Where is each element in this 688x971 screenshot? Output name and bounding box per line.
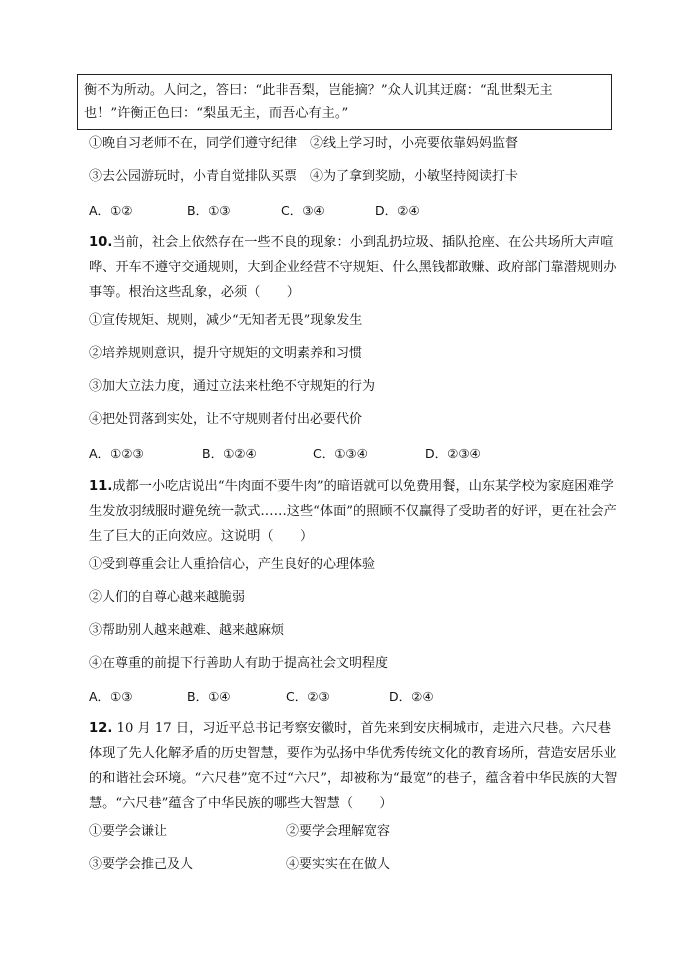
q12-number: 12.	[89, 721, 113, 736]
q12-statement-3: ③要学会推己及人	[89, 857, 194, 872]
q11-option-a[interactable]: A．①③	[89, 689, 133, 704]
q10-number: 10.	[89, 235, 113, 250]
q9-statements-3-4: ③去公园游玩时，小青自觉排队买票 ④为了拿到奖励，小敏坚持阅读打卡	[89, 169, 519, 184]
q10-stem-text: 当前，社会上依然存在一些不良的现象：小到乱扔垃圾、插队抢座、在公共场所大声喧哗、开车不遵守交通规则，大到企业经营不守规矩、什么黑钱都敢赚、政府部门靠潜规则办事等。根治这些乱象，必须（ ）	[89, 235, 617, 300]
q11-stem	[89, 474, 624, 549]
q11-statement-1: ①受到尊重会让人重拾信心，产生良好的心理体验	[89, 557, 376, 572]
q10-statement-1: ①宣传规矩、规则，减少“无知者无畏”现象发生	[89, 313, 363, 328]
q9-statements-1-2: ①晚自习老师不在，同学们遵守纪律 ②线上学习时，小亮要依靠妈妈监督	[89, 136, 519, 151]
q9-option-a[interactable]: A．①②	[89, 203, 133, 218]
q9-option-c[interactable]: C．③④	[281, 203, 325, 218]
q12-stem	[89, 716, 624, 816]
q11-number: 11.	[89, 479, 113, 494]
passage-line-2: 也！”许衡正色曰：“梨虽无主，而吾心有主。”	[84, 106, 349, 121]
q11-option-c[interactable]: C．②③	[286, 689, 330, 704]
q12-statement-2: ②要学会理解宽容	[286, 824, 391, 839]
q9-option-d[interactable]: D．②④	[375, 203, 420, 218]
q10-option-a[interactable]: A．①②③	[89, 446, 144, 461]
q9-option-b[interactable]: B．①③	[187, 203, 231, 218]
q10-stem	[89, 230, 624, 305]
q10-statement-4: ④把处罚落到实处，让不守规则者付出必要代价	[89, 412, 363, 427]
q10-option-c[interactable]: C．①③④	[313, 446, 368, 461]
q10-option-b[interactable]: B．①②④	[202, 446, 257, 461]
q11-stem-text: 成都一小吃店说出“牛肉面不要牛肉”的暗语就可以免费用餐，山东某学校为家庭困难学生发放羽绒服时避免统一款式……这些“体面”的照顾不仅赢得了受助者的好评，更在社会产生了巨大的正向效应。这说明（ ）	[89, 479, 617, 544]
q11-statement-4: ④在尊重的前提下行善助人有助于提高社会文明程度	[89, 656, 389, 671]
q11-statement-2: ②人们的自尊心越来越脆弱	[89, 590, 246, 605]
q11-option-d[interactable]: D．②④	[389, 689, 434, 704]
q12-stem-text: 10 月 17 日，习近平总书记考察安徽时，首先来到安庆桐城市，走进六尺巷。六尺巷体现了先人化解矛盾的历史智慧，要作为弘扬中华优秀传统文化的教育场所，营造安居乐业的和谐社会环境。“六尺巷”宽不过“六尺”，却被称为“最宽”的巷子，蕴含着中华民族的大智慧。“六尺巷”蕴含了中华民族的哪些大智慧（ ）	[89, 721, 618, 811]
passage-box	[77, 74, 612, 130]
passage-line-1: 衡不为所动。人问之，答曰：“此非吾梨，岂能摘？”众人讥其迂腐：“乱世梨无主	[84, 83, 553, 98]
q11-option-b[interactable]: B．①④	[187, 689, 231, 704]
q10-statement-2: ②培养规则意识，提升守规矩的文明素养和习惯	[89, 346, 363, 361]
q10-statement-3: ③加大立法力度，通过立法来杜绝不守规矩的行为	[89, 379, 376, 394]
q12-statement-1: ①要学会谦让	[89, 824, 168, 839]
q11-statement-3: ③帮助别人越来越难、越来越麻烦	[89, 623, 285, 638]
q10-option-d[interactable]: D．②③④	[425, 446, 481, 461]
q12-statement-4: ④要实实在在做人	[286, 857, 391, 872]
